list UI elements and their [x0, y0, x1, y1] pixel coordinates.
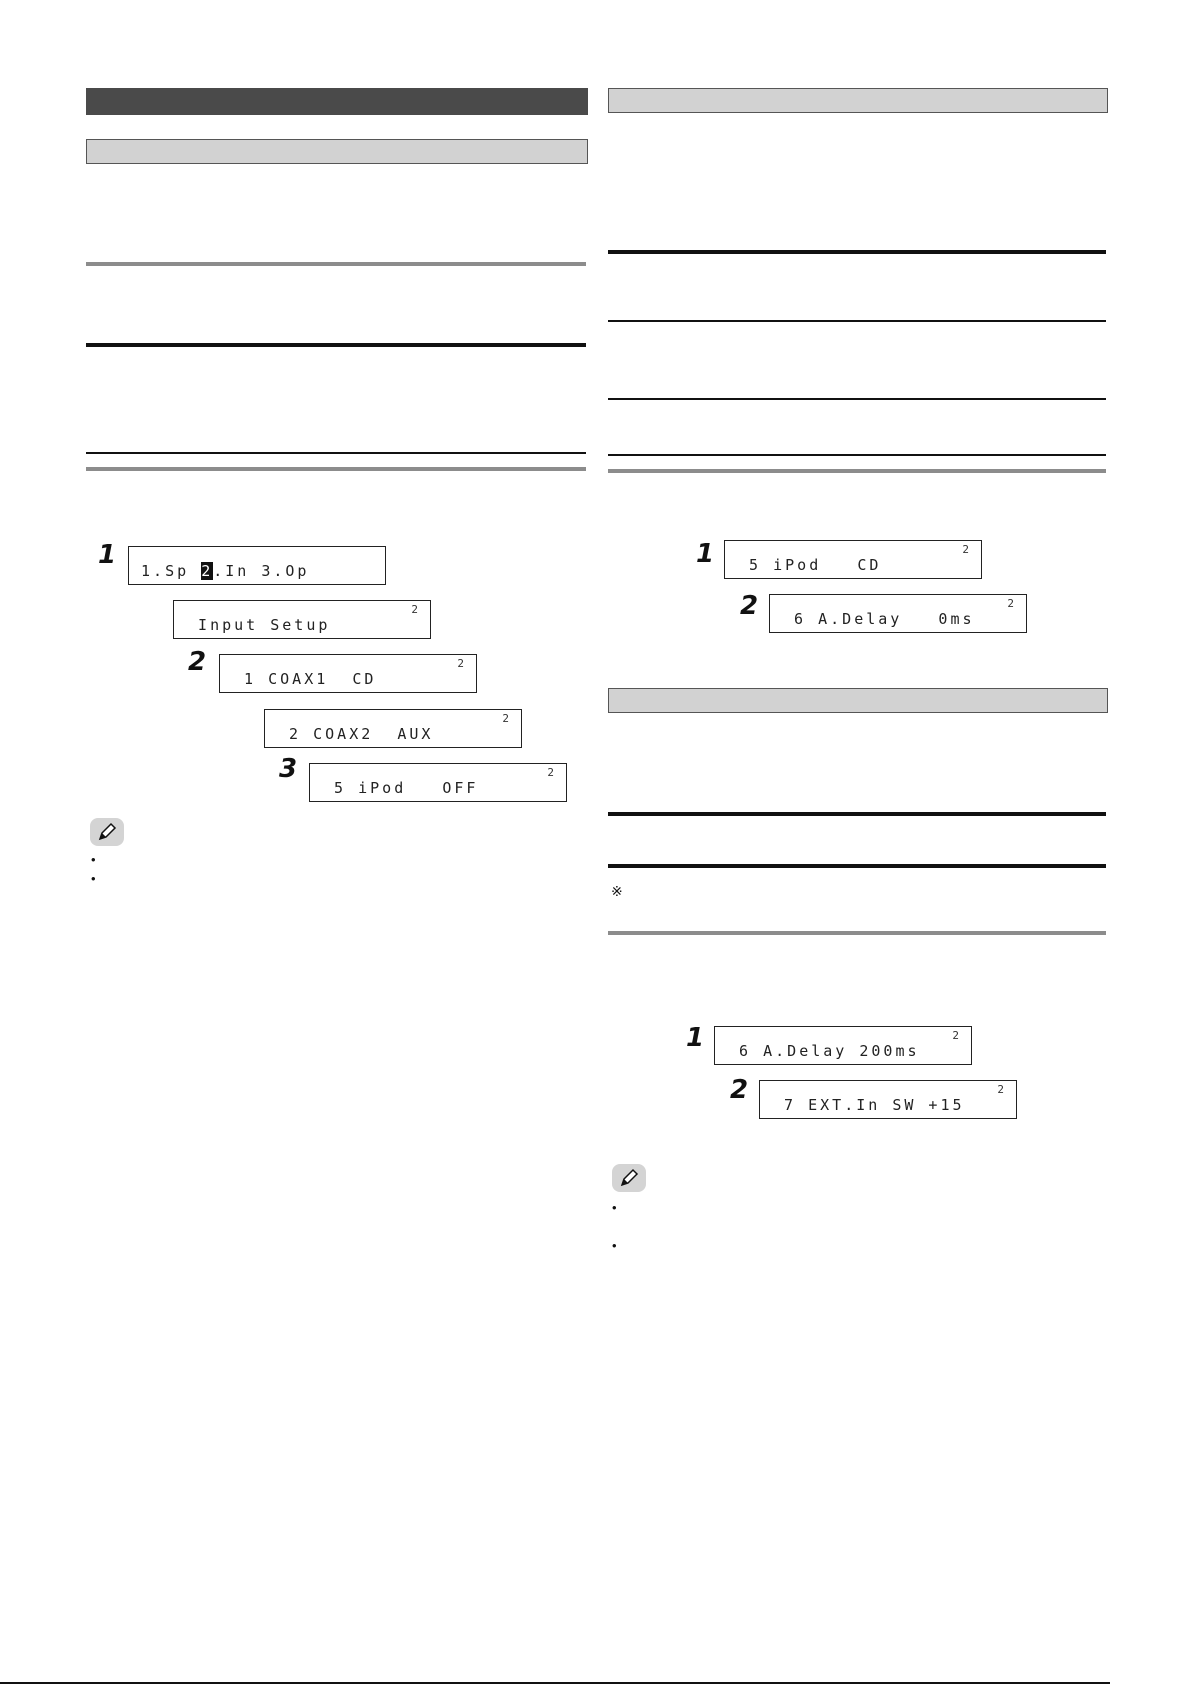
lcd-display: [759, 1080, 1017, 1119]
divider-gray: [608, 469, 1106, 473]
lcd-indicator: 2: [547, 766, 554, 779]
step-number: 1: [696, 539, 715, 569]
divider-thin: [86, 452, 586, 454]
divider-black: [608, 864, 1106, 868]
lcd-text: 1.Sp: [129, 562, 202, 580]
pencil-note-icon: [90, 818, 124, 846]
footer-rule: [0, 1682, 1110, 1684]
divider-thin: [608, 454, 1106, 456]
lcd-text: 6 A.Delay 0ms: [770, 610, 975, 628]
lcd-display: [714, 1026, 972, 1065]
lcd-text: 6 A.Delay 200ms: [715, 1042, 920, 1060]
lcd-indicator: 2: [962, 543, 969, 556]
subsection-header-bar: [86, 139, 588, 164]
lcd-text: .In 3.Op: [213, 562, 310, 580]
step-number: 1: [98, 540, 117, 570]
lcd-indicator: 2: [1007, 597, 1014, 610]
divider-gray: [86, 467, 586, 471]
reference-mark: ※: [611, 883, 623, 899]
step-number: 2: [730, 1075, 749, 1105]
divider-black: [608, 250, 1106, 254]
lcd-display: [769, 594, 1027, 633]
lcd-display: [128, 546, 386, 585]
lcd-display: [219, 654, 477, 693]
subsection-header-bar: [608, 688, 1108, 713]
lcd-text: Input Setup: [174, 616, 331, 634]
divider-gray: [608, 931, 1106, 935]
lcd-display: [724, 540, 982, 579]
bullet-point: •: [612, 1238, 617, 1253]
subsection-header-bar: [608, 88, 1108, 113]
section-header-bar: [86, 88, 588, 115]
lcd-display: [173, 600, 431, 639]
step-number: 1: [686, 1023, 705, 1053]
divider-black: [86, 343, 586, 347]
lcd-text: 1 COAX1 CD: [220, 670, 377, 688]
lcd-text: 5 iPod OFF: [310, 779, 479, 797]
lcd-indicator: 2: [952, 1029, 959, 1042]
bullet-point: •: [91, 852, 96, 867]
lcd-display: [309, 763, 567, 802]
lcd-indicator: 2: [411, 603, 418, 616]
divider-thin: [608, 398, 1106, 400]
step-number: 3: [279, 754, 298, 784]
divider-black: [608, 812, 1106, 816]
lcd-cursor: 2: [201, 562, 214, 580]
lcd-indicator: 2: [997, 1083, 1004, 1096]
step-number: 2: [740, 591, 759, 621]
lcd-text: 2 COAX2 AUX: [265, 725, 434, 743]
step-number: 2: [188, 647, 207, 677]
pencil-note-icon: [612, 1164, 646, 1192]
lcd-text: 7 EXT.In SW +15: [760, 1096, 965, 1114]
divider-gray: [86, 262, 586, 266]
lcd-indicator: 2: [502, 712, 509, 725]
lcd-display: [264, 709, 522, 748]
divider-thin: [608, 320, 1106, 322]
lcd-text: 5 iPod CD: [725, 556, 882, 574]
bullet-point: •: [612, 1200, 617, 1215]
bullet-point: •: [91, 871, 96, 886]
lcd-indicator: 2: [457, 657, 464, 670]
